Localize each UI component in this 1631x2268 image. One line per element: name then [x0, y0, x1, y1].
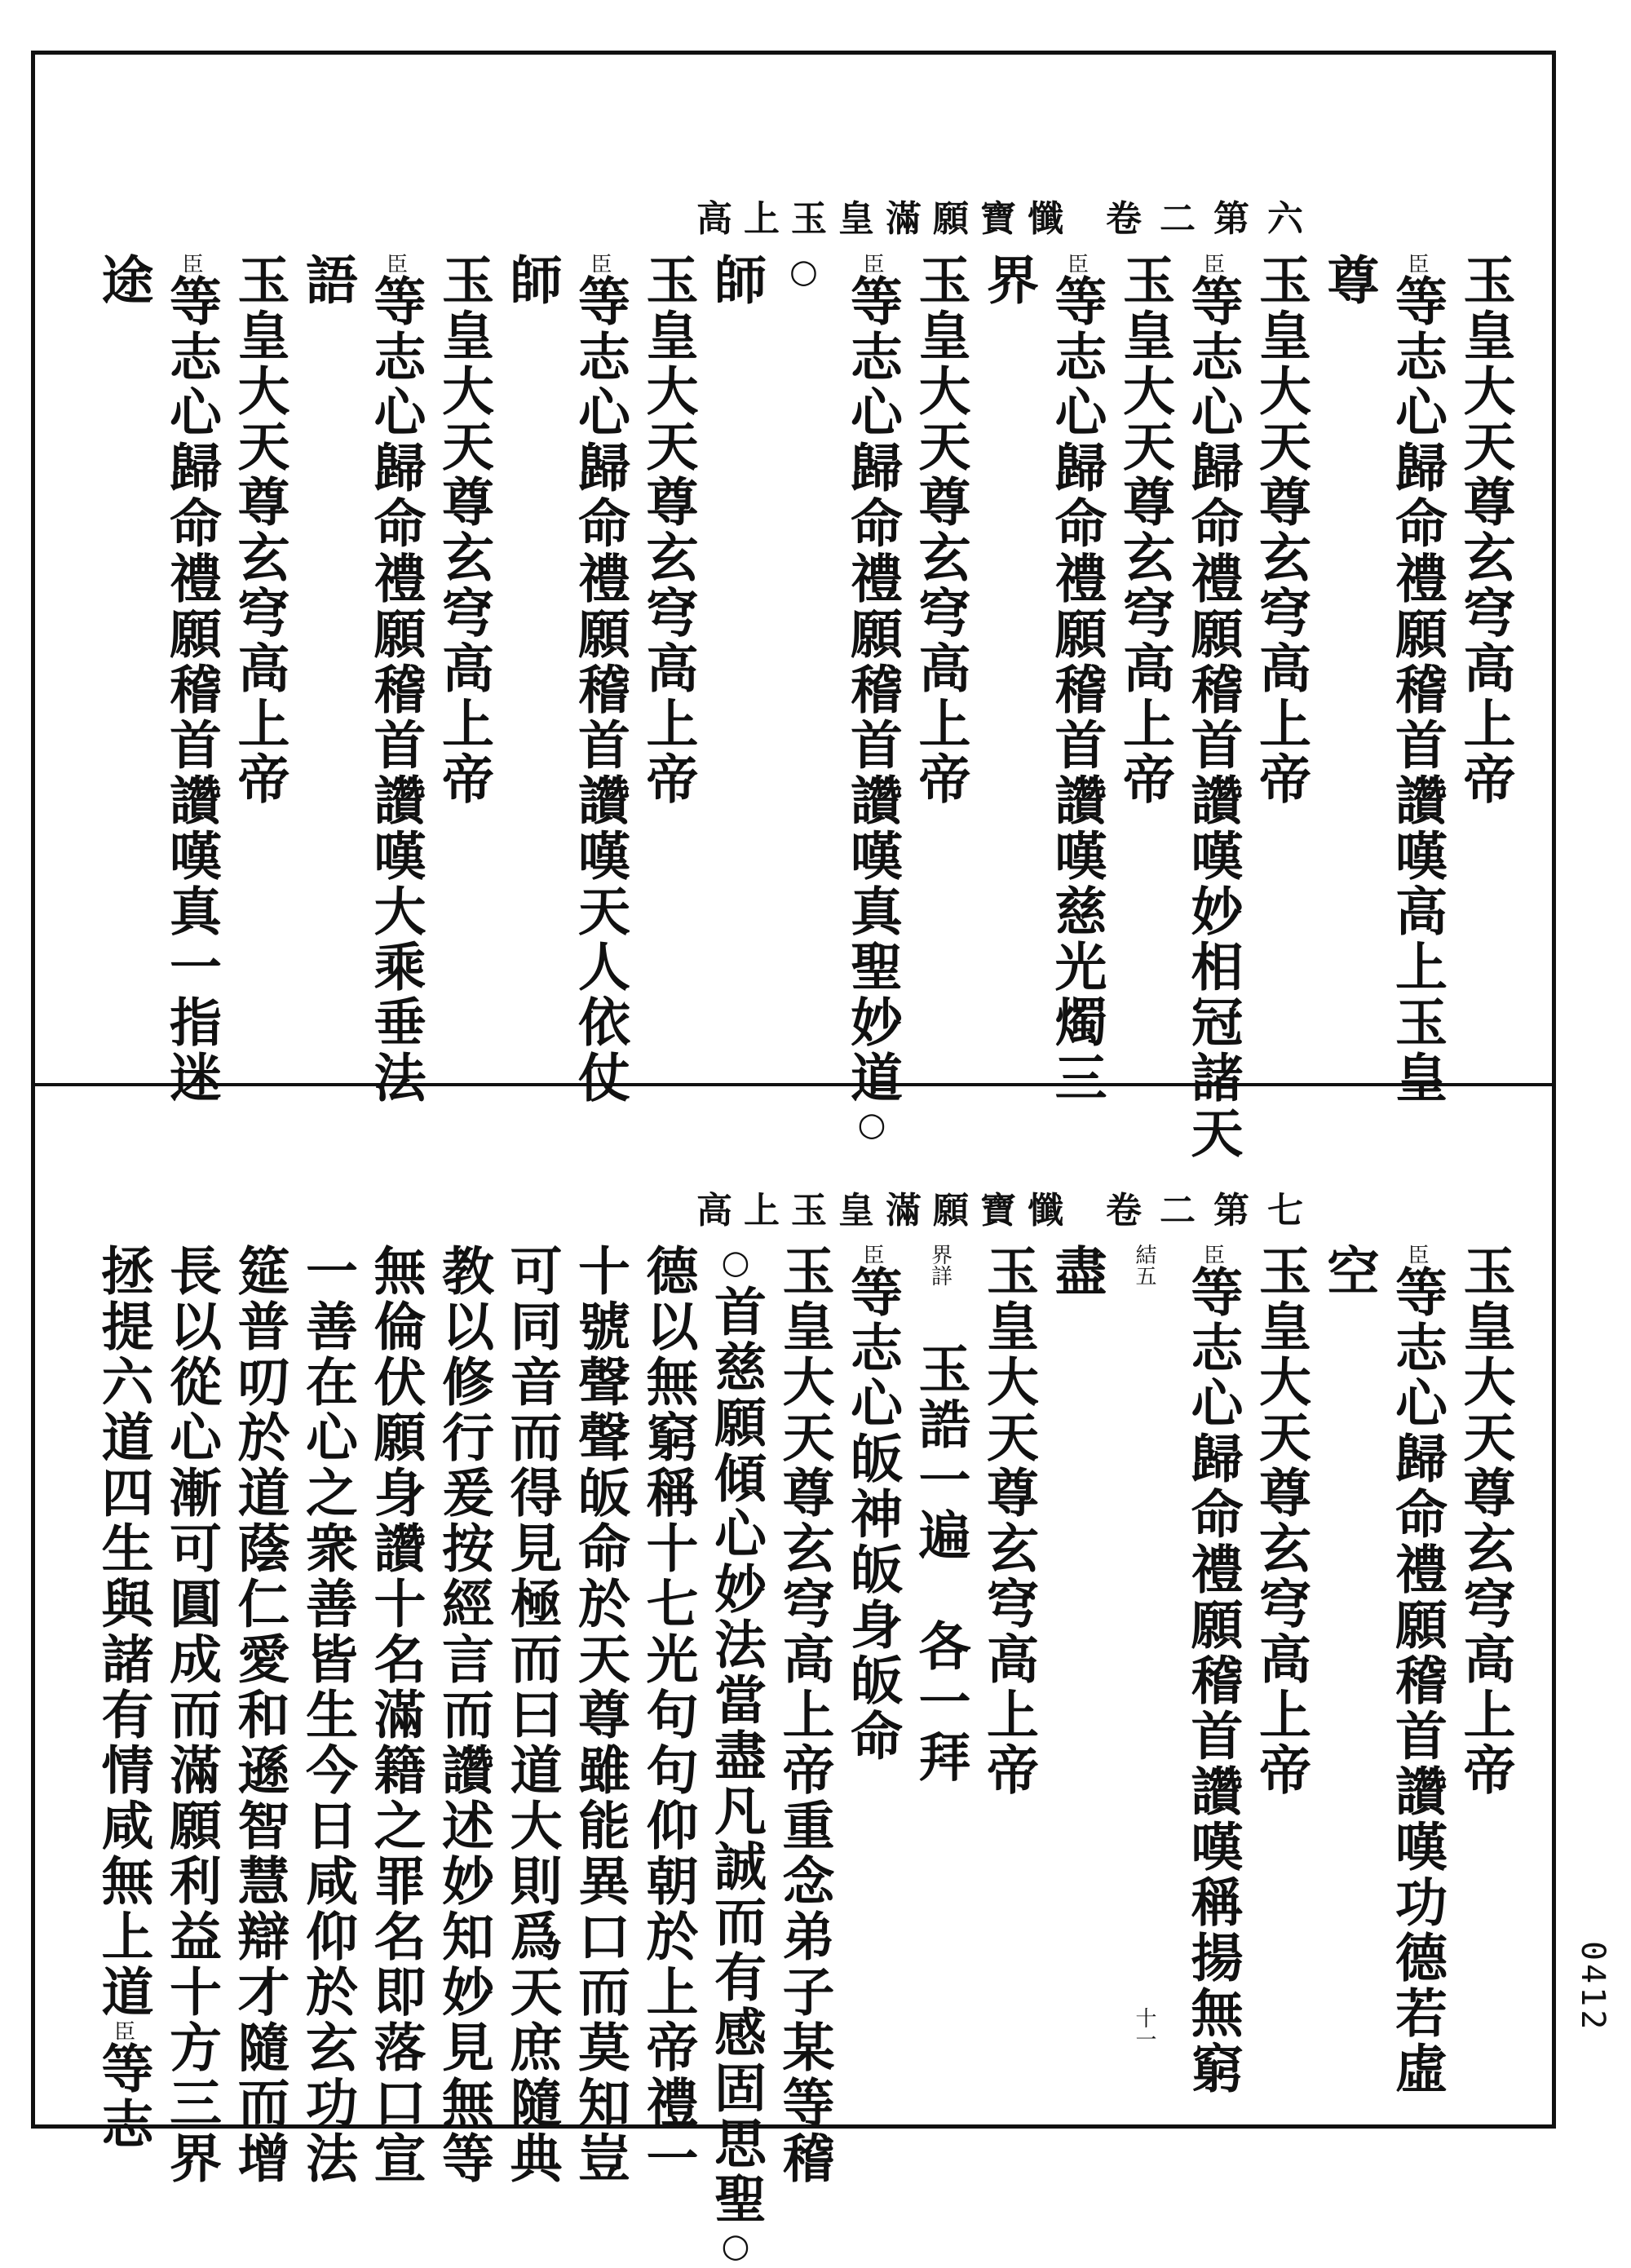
small-annotation: 臣	[179, 253, 203, 274]
text-column	[1449, 253, 1521, 807]
text-run: 等志心歸命禮願稽首讚嘆稱揚無窮	[1182, 1265, 1244, 2097]
small-annotation: 十一	[1132, 2007, 1156, 2049]
text-run: 拯提六道四生與諸有情咸無上道	[92, 1244, 154, 2020]
header-title: 高上玉皇滿願寶懺	[696, 198, 1075, 240]
text-run: 師	[705, 253, 767, 308]
text-column	[87, 1244, 159, 2152]
text-run: 玉皇大天尊玄穹高上帝	[909, 253, 971, 807]
text-column	[360, 1244, 431, 2186]
text-run: 等志	[92, 2041, 154, 2152]
page-header	[603, 1181, 1321, 1233]
text-run: 玉皇大天尊玄穹高上帝	[1250, 253, 1311, 807]
text-run: 首慈願傾心妙法當盡凡誠而有感固思聖	[705, 1284, 767, 2227]
text-run: 等志心歸命禮願稽首讚嘆妙相冠諸天	[1182, 274, 1244, 1161]
small-annotation: 臣	[587, 253, 612, 274]
circle-mark: ○	[785, 253, 823, 294]
text-column	[496, 253, 568, 308]
text-column	[768, 1244, 840, 2186]
text-run: 等志心歸命禮願稽首讚嘆天人依仗	[569, 274, 630, 1106]
page-header	[603, 189, 1321, 241]
text-run: 玉誥一遍 各一拜	[909, 1342, 971, 1785]
text-run: 等志心歸命禮願稽首讚嘆真聖妙道	[842, 274, 903, 1106]
page-divider	[31, 1083, 1556, 1086]
text-run: 空	[1318, 1244, 1380, 1299]
small-annotation: 臣	[1063, 253, 1089, 274]
text-run: 玉皇大天尊玄穹高上帝	[1250, 1244, 1311, 1798]
text-run: 界	[978, 253, 1039, 308]
text-column	[632, 1244, 704, 2186]
text-column	[223, 1244, 295, 2186]
text-run: 語	[297, 253, 358, 308]
text-column	[564, 1244, 635, 2186]
text-run: 玉皇大天尊玄穹高上帝	[1454, 1244, 1516, 1798]
text-run: 一善在心之衆善皆生今日咸仰於玄功法	[297, 1244, 358, 2186]
text-run: 等志心歸命禮願稽首讚嘆大乘垂法	[365, 274, 427, 1106]
small-annotation: 臣	[1200, 1244, 1225, 1265]
text-column	[223, 253, 295, 807]
text-column	[496, 1244, 568, 2186]
text-column	[1108, 253, 1180, 807]
text-run	[1114, 1286, 1175, 2007]
text-run: 途	[92, 253, 154, 308]
text-column	[1177, 1244, 1249, 2097]
text-column	[836, 1244, 908, 1764]
text-run: 等志心歸命禮願稽首讚嘆高上玉皇	[1386, 274, 1448, 1106]
text-run: 玉皇大天尊玄穹高上帝	[978, 1244, 1039, 1798]
small-annotation: 臣	[860, 253, 884, 274]
text-column	[427, 1244, 499, 2186]
text-run: 可同音而得見極而曰道大則爲天庶隨典	[501, 1244, 563, 2186]
text-run: 玉皇大天尊玄穹高上帝	[637, 253, 699, 807]
text-column	[1313, 253, 1385, 308]
small-annotation: 臣	[382, 253, 408, 274]
text-run: 等志心歸命禮願稽首讚嘆功德若虛	[1386, 1265, 1448, 2097]
text-run: 十號聲聲皈命於天尊雖能異口而莫知豈	[569, 1244, 630, 2186]
text-run: 等志心皈神皈身皈命	[842, 1265, 903, 1764]
text-run: 德以無窮稱十七光句句仰朝於上帝禮一	[637, 1244, 699, 2186]
text-column	[1177, 253, 1249, 1161]
small-annotation: 臣	[1404, 1244, 1429, 1265]
header-title: 高上玉皇滿願寶懺	[696, 1190, 1075, 1231]
small-annotation: 臣	[1200, 253, 1225, 274]
small-annotation: 結五	[1132, 1244, 1156, 1286]
circle-mark: ○	[853, 1106, 891, 1147]
text-run: 尊	[1318, 253, 1380, 308]
circle-mark: ○	[717, 1244, 754, 1284]
text-run: 玉皇大天尊玄穹高上帝	[1454, 253, 1516, 807]
text-column	[632, 253, 704, 807]
text-column	[1381, 1244, 1452, 2097]
text-column	[1313, 1244, 1385, 1299]
text-run: 玉皇大天尊玄穹高上帝	[228, 253, 290, 807]
text-column	[291, 1244, 363, 2186]
text-column	[155, 1244, 227, 2186]
text-column	[1244, 253, 1316, 807]
text-run: 筵普叨於道蔭仁愛和遜智慧辯才隨而增	[228, 1244, 290, 2186]
text-run: 長以從心漸可圓成而滿願利益十方三界	[161, 1244, 222, 2186]
text-column	[1244, 1244, 1316, 1798]
text-column	[972, 1244, 1044, 1798]
text-run	[910, 1286, 971, 1342]
circle-mark: ○	[717, 2227, 754, 2268]
text-run: 盡	[1045, 1244, 1107, 1299]
text-run: 玉皇大天尊玄穹高上帝重念弟子某等稽	[773, 1244, 835, 2186]
small-annotation: 臣	[110, 2020, 135, 2041]
text-column	[155, 253, 227, 1106]
header-chapter: 卷二第六	[1106, 198, 1321, 240]
text-column	[291, 253, 363, 308]
text-column	[768, 253, 840, 294]
text-column	[87, 253, 159, 308]
text-column	[700, 253, 771, 308]
text-run: 教以修行爰按經言而讚述妙知妙見無等	[433, 1244, 494, 2186]
text-column	[972, 253, 1044, 308]
text-column	[1381, 253, 1452, 1106]
text-run: 玉皇大天尊玄穹高上帝	[1114, 253, 1175, 807]
text-run: 等志心歸命禮願稽首讚嘆慈光燭三	[1045, 274, 1107, 1106]
text-column	[904, 1244, 976, 1785]
text-column	[1041, 253, 1112, 1106]
text-column	[904, 253, 976, 807]
text-column	[1449, 1244, 1521, 1798]
small-annotation: 臣	[860, 1244, 884, 1265]
page-number: 0412	[1574, 1941, 1611, 2033]
text-column	[700, 1244, 771, 2268]
text-column	[1041, 1244, 1112, 1299]
text-column	[427, 253, 499, 807]
text-column	[360, 253, 431, 1106]
small-annotation: 界詳	[927, 1244, 953, 1286]
text-run: 等志心歸命禮願稽首讚嘆真一指迷	[161, 274, 222, 1106]
text-run: 無倫伏願身讚十名滿籍之罪名即落口宣	[365, 1244, 427, 2186]
text-column	[836, 253, 908, 1147]
small-annotation: 臣	[1404, 253, 1429, 274]
text-run: 師	[501, 253, 563, 308]
text-run: 玉皇大天尊玄穹高上帝	[433, 253, 494, 807]
text-column	[564, 253, 635, 1106]
header-chapter: 卷二第七	[1106, 1190, 1321, 1231]
text-column	[1108, 1244, 1180, 2049]
